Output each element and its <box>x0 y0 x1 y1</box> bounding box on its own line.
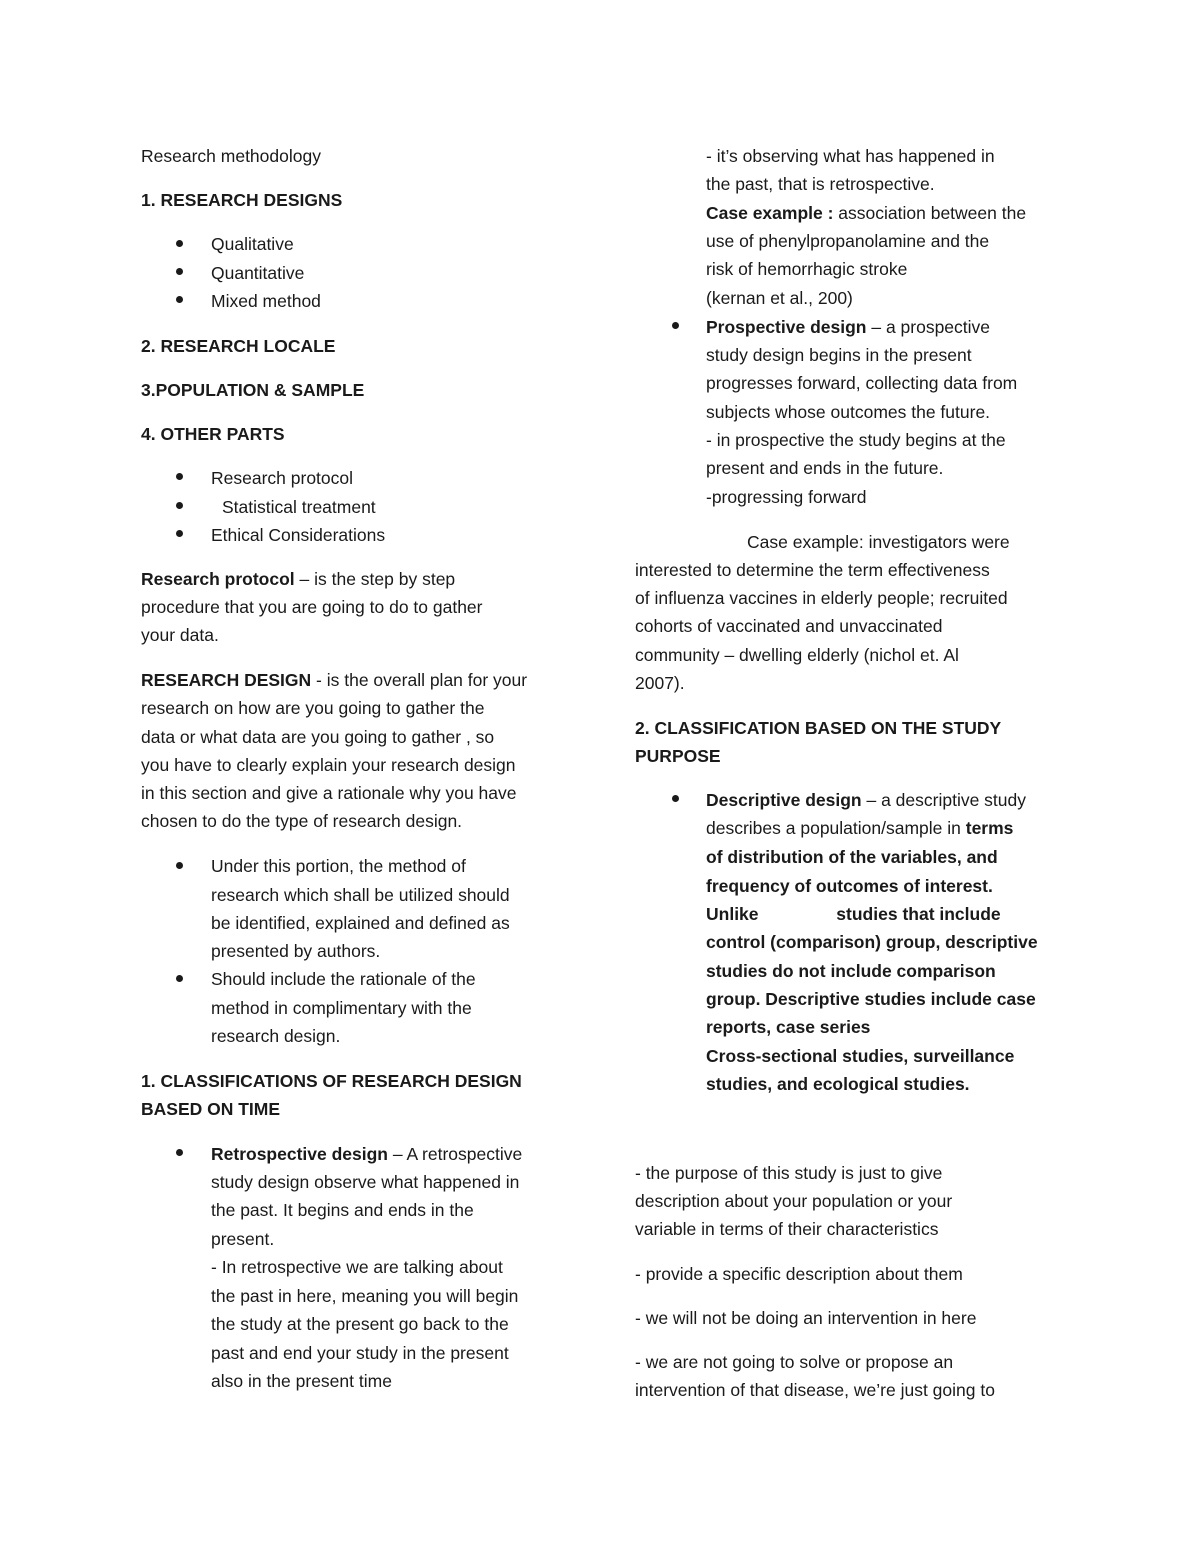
paragraph-line: risk of hemorrhagic stroke <box>706 259 908 279</box>
paragraph-line: (kernan et al., 200) <box>706 288 853 308</box>
list-item: method in complimentary with the <box>211 998 472 1018</box>
heading-classification-purpose: PURPOSE <box>635 746 721 766</box>
list-item: Should include the rationale of the <box>211 969 476 989</box>
list-item: be identified, explained and defined as <box>211 913 510 933</box>
paragraph-line: of influenza vaccines in elderly people; recruited <box>635 588 1008 608</box>
paragraph-line: frequency of outcomes of interest. <box>706 876 993 896</box>
paragraph-line: Descriptive design – a descriptive study <box>706 790 1027 810</box>
paragraph-line: control (comparison) group, descriptive <box>706 932 1038 952</box>
paragraph-line: reports, case series <box>706 1017 871 1037</box>
paragraph-line: Retrospective design – A retrospective <box>211 1144 523 1164</box>
paragraph-line: the past in here, meaning you will begin <box>211 1286 519 1306</box>
note-line: - the purpose of this study is just to give <box>635 1163 943 1183</box>
heading-research-designs: 1. RESEARCH DESIGNS <box>141 190 343 210</box>
term-descriptive-design: Descriptive design <box>706 790 862 810</box>
paragraph-line: present. <box>211 1229 275 1249</box>
paragraph-line: in this section and give a rationale why you have <box>141 783 517 803</box>
paragraph-line: -progressing forward <box>706 487 867 507</box>
note-line: - provide a specific description about them <box>635 1264 963 1284</box>
paragraph-line: - it’s observing what has happened in <box>706 146 995 166</box>
paragraph-line: progresses forward, collecting data from <box>706 373 1018 393</box>
paragraph-line: data or what data are you going to gather , so <box>141 727 495 747</box>
bullet-dot <box>176 530 183 537</box>
paragraph-line: research on how are you going to gather the <box>141 698 485 718</box>
list-item: Ethical Considerations <box>211 525 386 545</box>
bullet-dot <box>176 296 183 303</box>
bullet-dot <box>672 795 679 802</box>
paragraph-line: cohorts of vaccinated and unvaccinated <box>635 616 943 636</box>
paragraph-line: procedure that you are going to do to gather <box>141 597 483 617</box>
list-item: Research protocol <box>211 468 354 488</box>
paragraph-line: your data. <box>141 625 219 645</box>
paragraph-line: Case example: investigators were <box>747 532 1010 552</box>
bullet-dot <box>176 473 183 480</box>
paragraph-line: RESEARCH DESIGN - is the overall plan for your <box>141 670 528 690</box>
paragraph-line: Unlike studies that include <box>706 904 1001 924</box>
list-item: Qualitative <box>211 234 294 254</box>
paragraph-line: interested to determine the term effectiveness <box>635 560 990 580</box>
bullet-dot <box>176 862 183 869</box>
paragraph-line: chosen to do the type of research design. <box>141 811 463 831</box>
heading-population-sample: 3.POPULATION & SAMPLE <box>141 380 365 400</box>
list-item: research which shall be utilized should <box>211 885 510 905</box>
paragraph-line: studies, and ecological studies. <box>706 1074 970 1094</box>
paragraph-line: - in prospective the study begins at the <box>706 430 1006 450</box>
paragraph-line: past and end your study in the present <box>211 1343 509 1363</box>
term-case-example: Case example : <box>706 203 834 223</box>
term-research-protocol: Research protocol <box>141 569 295 589</box>
paragraph-line: 2007). <box>635 673 685 693</box>
paragraph-line: study design observe what happened in <box>211 1172 520 1192</box>
list-item: presented by authors. <box>211 941 381 961</box>
heading-other-parts: 4. OTHER PARTS <box>141 424 285 444</box>
paragraph-line: community – dwelling elderly (nichol et. Al <box>635 645 959 665</box>
note-line: - we are not going to solve or propose an <box>635 1352 954 1372</box>
paragraph-line: the past. It begins and ends in the <box>211 1200 474 1220</box>
heading-research-locale: 2. RESEARCH LOCALE <box>141 336 336 356</box>
heading-classification-time: 1. CLASSIFICATIONS OF RESEARCH DESIGN <box>141 1071 522 1091</box>
paragraph-line: studies do not include comparison <box>706 961 996 981</box>
paragraph-line: use of phenylpropanolamine and the <box>706 231 990 251</box>
term-research-design: RESEARCH DESIGN <box>141 670 312 690</box>
paragraph-line: Case example : association between the <box>706 203 1027 223</box>
bullet-dot <box>176 268 183 275</box>
term-prospective-design: Prospective design <box>706 317 867 337</box>
list-item: Statistical treatment <box>222 497 376 517</box>
paragraph-line: the past, that is retrospective. <box>706 174 935 194</box>
paragraph-line: group. Descriptive studies include case <box>706 989 1036 1009</box>
paragraph-line: subjects whose outcomes the future. <box>706 402 991 422</box>
paragraph-line: study design begins in the present <box>706 345 972 365</box>
bullet-dot <box>672 322 679 329</box>
list-item: Under this portion, the method of <box>211 856 466 876</box>
term-retrospective-design: Retrospective design <box>211 1144 388 1164</box>
heading-classification-purpose: 2. CLASSIFICATION BASED ON THE STUDY <box>635 718 1002 738</box>
note-line: intervention of that disease, we’re just going to <box>635 1380 995 1400</box>
bullet-dot <box>176 240 183 247</box>
note-line: - we will not be doing an intervention in here <box>635 1308 977 1328</box>
paragraph-line: Cross-sectional studies, surveillance <box>706 1046 1015 1066</box>
note-line: description about your population or your <box>635 1191 953 1211</box>
paragraph-line: Prospective design – a prospective <box>706 317 991 337</box>
list-item: Mixed method <box>211 291 321 311</box>
paragraph-line: - In retrospective we are talking about <box>211 1257 503 1277</box>
paragraph-line: present and ends in the future. <box>706 458 944 478</box>
bullet-dot <box>176 502 183 509</box>
document-title: Research methodology <box>141 146 321 166</box>
paragraph-line: describes a population/sample in terms <box>706 818 1014 838</box>
heading-classification-time: BASED ON TIME <box>141 1099 281 1119</box>
list-item: research design. <box>211 1026 341 1046</box>
paragraph-line: of distribution of the variables, and <box>706 847 998 867</box>
list-item: Quantitative <box>211 263 305 283</box>
paragraph-line: also in the present time <box>211 1371 392 1391</box>
bullet-dot <box>176 1149 183 1156</box>
note-line: variable in terms of their characteristics <box>635 1219 939 1239</box>
paragraph-line: you have to clearly explain your research design <box>141 755 516 775</box>
paragraph-line: Research protocol – is the step by step <box>141 569 456 589</box>
paragraph-line: the study at the present go back to the <box>211 1314 509 1334</box>
bullet-dot <box>176 975 183 982</box>
